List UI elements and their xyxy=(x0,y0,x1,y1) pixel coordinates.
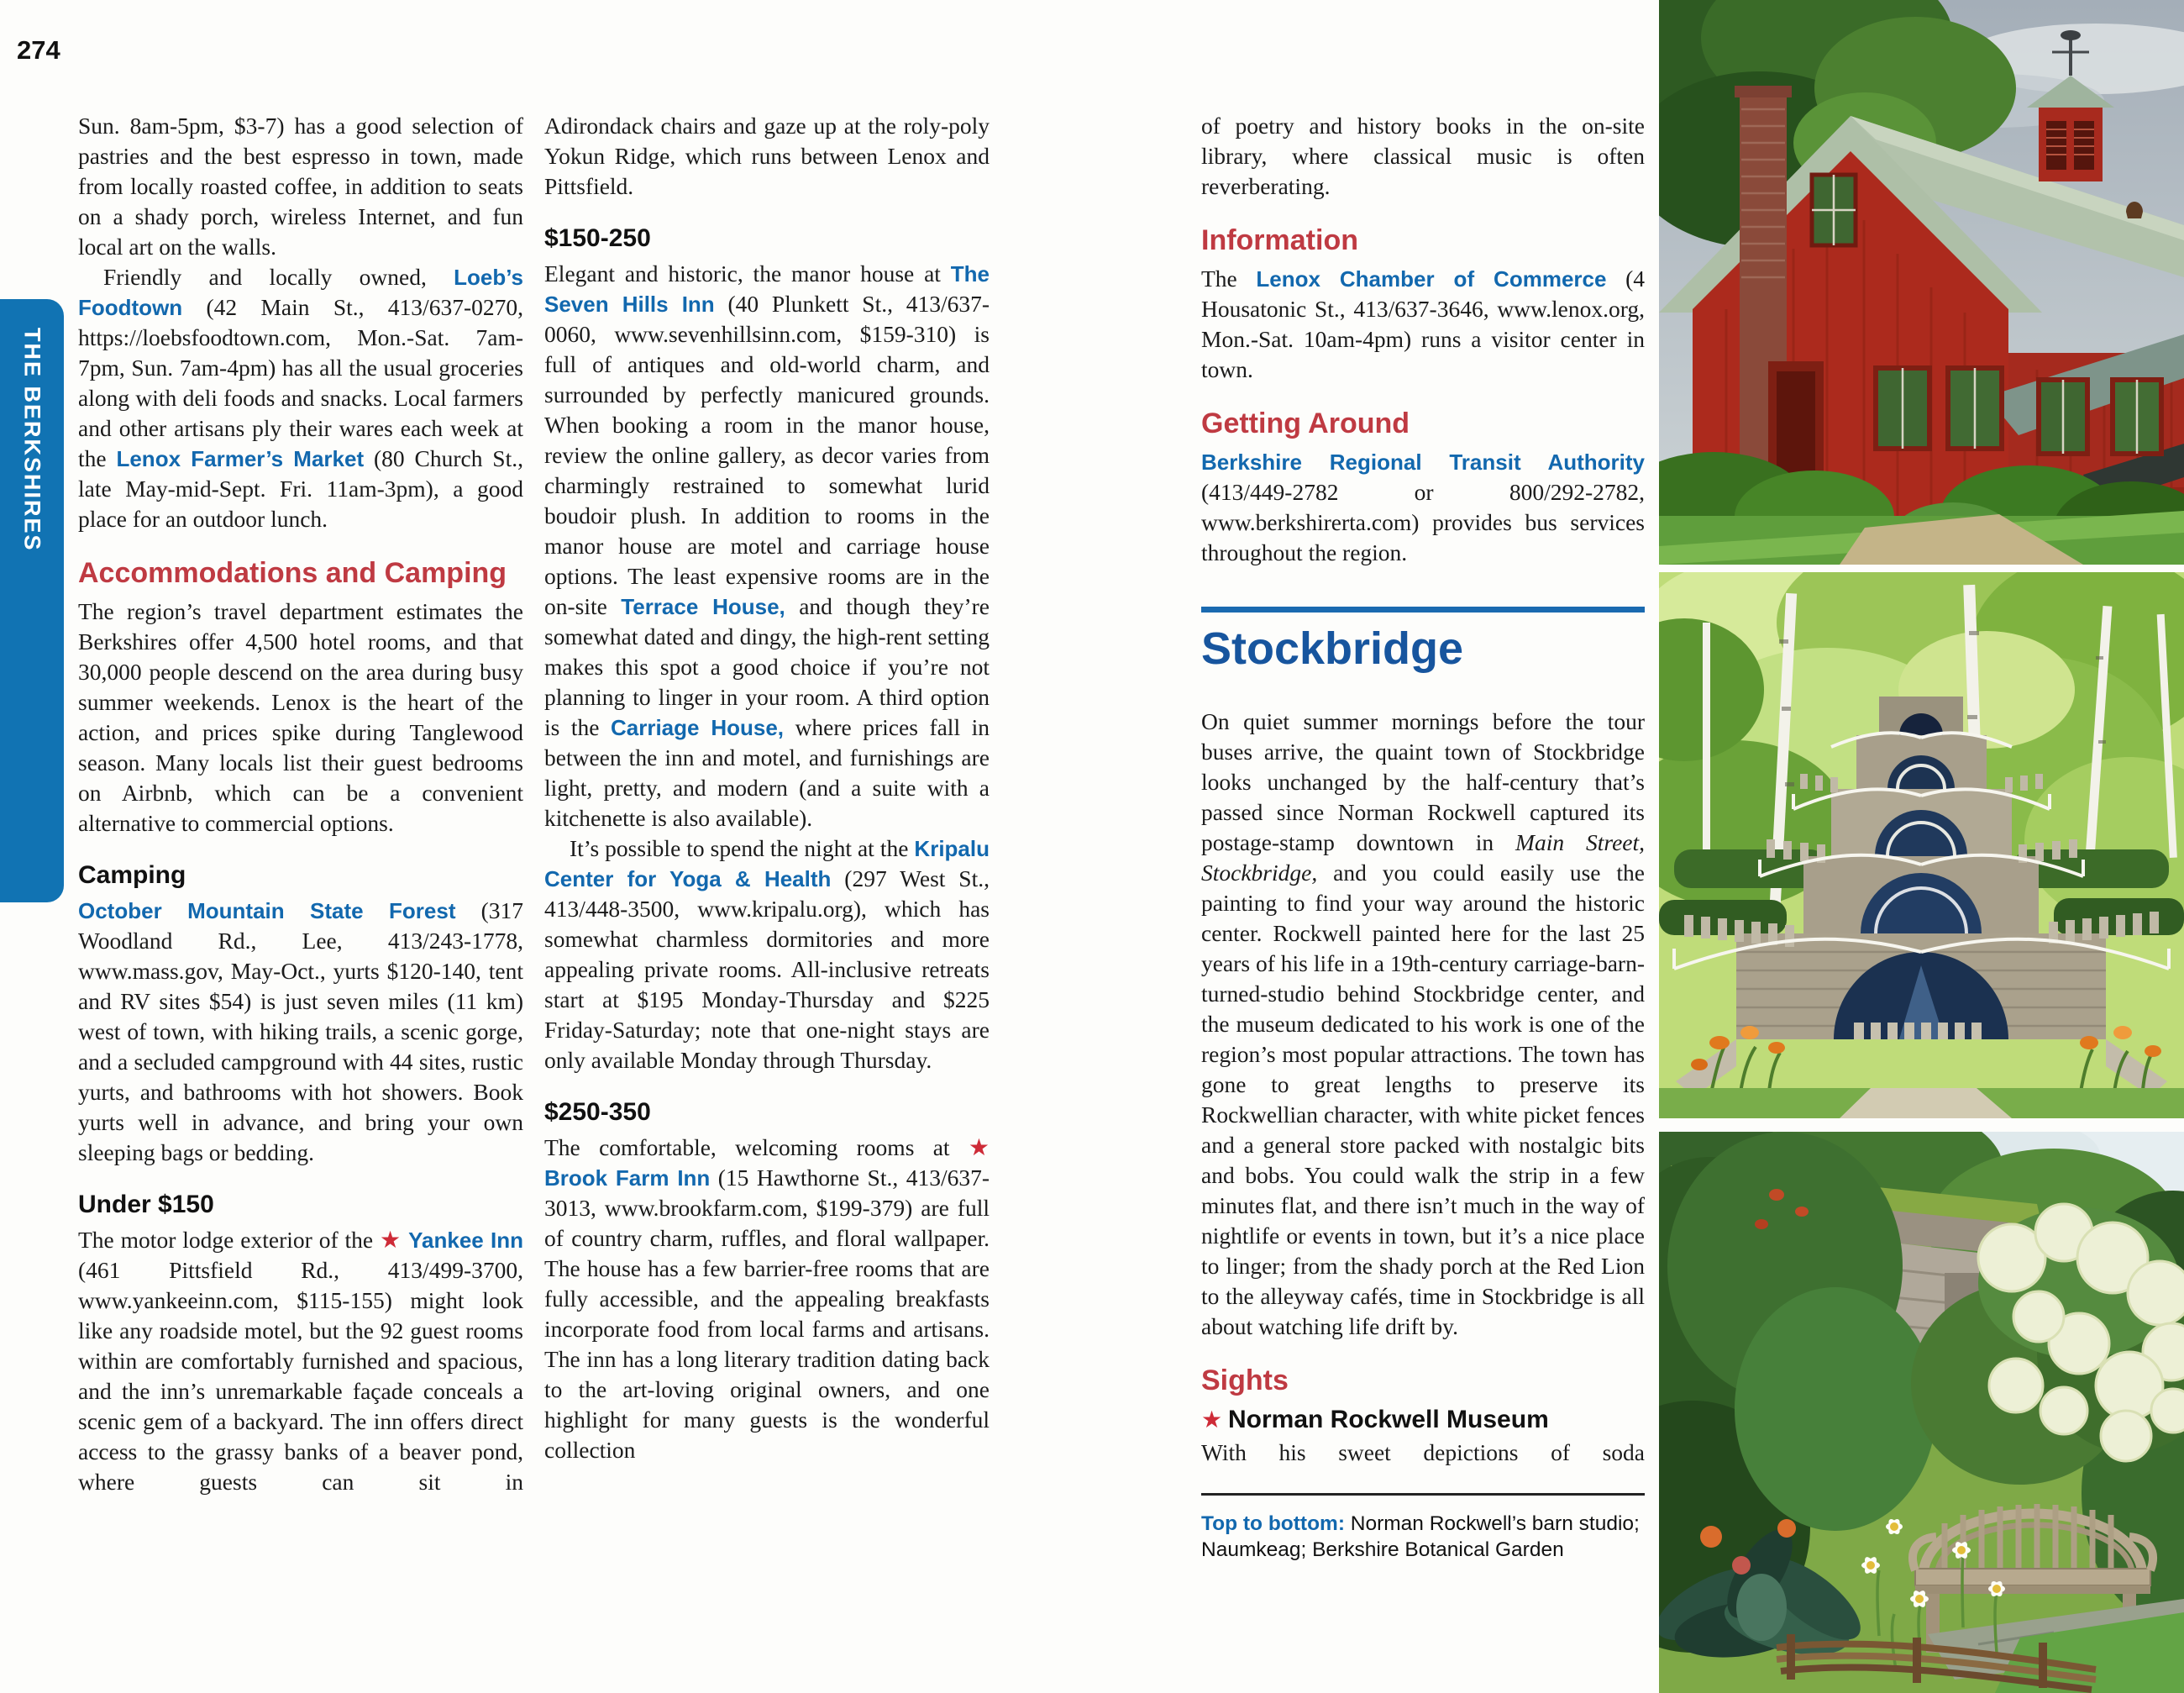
chapter-tab xyxy=(0,299,64,902)
city-heading: Stockbridge xyxy=(1201,623,1464,674)
paragraph: It’s possible to spend the night at the Kripalu Center for Yoga & Health (297 West St., 413/448-3500, www.kripalu.org), which has somewhat charmless dormitories and more appealing private rooms. All-inclusive retreats start at $195 Monday-Thursday and $225 Friday-Saturday; note that one-night stays are only available Monday through Thursday. xyxy=(544,835,990,1073)
place-name: Carriage House, xyxy=(610,715,785,740)
sight-title xyxy=(1201,1404,1645,1436)
photo-naumkeag-blue-steps xyxy=(1659,572,2184,1118)
place-name: Loeb’s Foodtown xyxy=(78,265,523,320)
section-heading: Sights xyxy=(1201,1364,1289,1396)
caption-divider xyxy=(1201,1493,1645,1496)
chapter-tab-label: THE BERKSHIRES xyxy=(19,328,45,552)
paragraph: Elegant and historic, the manor house at The Seven Hills Inn (40 Plunkett St., 413/637-0060, www.sevenhillsinn.com, $159-310) is full of antiques and old-world charm, and surrounded by perfectly manicured grounds. When booking a room in the manor house, review the online gallery, as decor varies from charmingly restrained to somewhat lurid boudoir plush. In addition to rooms in the manor house are motel and carriage house options. The least expensive rooms are in the on-site Terrace House, and though they’re somewhat dated and dingy, the high-rent setting makes this spot a good choice if you’re not planning to linger in your room. A third option is the Carriage House, where prices fall in between the inn and motel, and furnishings are light, pretty, and modern (and a suite with a kitchenette is also available). xyxy=(544,260,990,831)
paragraph: of poetry and history books in the on-site library, where classical music is often reverberating. xyxy=(1201,113,1645,199)
italic-text: Main Street, Stockbridge, xyxy=(1201,829,1645,886)
paragraph: Friendly and locally owned, Loeb’s Foodtown (42 Main St., 413/637-0270, https://loebsfoodtown.com, Mon.-Sat. 7am-7pm, Sun. 7am-4pm) has all the usual groceries along with deli foods and snacks. Local farmers and other artisans ply their wares each week at the Lenox Farmer’s Market (80 Church St., late May-mid-Sept. Fri. 11am-3pm), a good place for an outdoor lunch. xyxy=(78,264,523,532)
caption-lead: Top to bottom: xyxy=(1201,1512,1351,1535)
star-icon: ★ xyxy=(968,1134,990,1160)
subsection-heading: Under $150 xyxy=(78,1191,214,1218)
place-name: Berkshire Regional Transit Authority xyxy=(1201,450,1645,475)
section-heading: Information xyxy=(1201,224,1358,256)
place-name: October Mountain State Forest xyxy=(78,898,456,923)
section-heading: Accommodations and Camping xyxy=(78,557,507,589)
place-name: Terrace House, xyxy=(621,594,785,619)
paragraph: Sun. 8am-5pm, $3-7) has a good selection of pastries and the best espresso in town, made from locally roasted coffee, in addition to seats on a shady porch, wireless Internet, and fun local art on the walls. xyxy=(78,113,523,260)
photo-berkshire-botanical-garden xyxy=(1659,1132,2184,1693)
barn-studio-illustration xyxy=(1659,0,2184,565)
place-name: Kripalu Center for Yoga & Health xyxy=(544,836,990,891)
subsection-heading: $250-350 xyxy=(544,1098,651,1126)
photo-norman-rockwell-barn-studio xyxy=(1659,0,2184,565)
paragraph: With his sweet depictions of soda xyxy=(1201,1439,1645,1465)
sight-name: Norman Rockwell Museum xyxy=(1227,1406,1549,1433)
star-icon: ★ xyxy=(380,1227,402,1253)
place-name: Lenox Chamber of Commerce xyxy=(1256,266,1607,292)
place-name: Yankee Inn xyxy=(408,1228,524,1253)
photo-caption: Top to bottom: Norman Rockwell’s barn studio; Naumkeag; Berkshire Botanical Garden xyxy=(1201,1512,1640,1561)
paragraph: Adirondack chairs and gaze up at the roly-poly Yokun Ridge, which runs between Lenox and Pittsfield. xyxy=(544,113,990,199)
subsection-heading: Camping xyxy=(78,861,186,889)
text-column-left xyxy=(78,111,523,1497)
place-name: The Seven Hills Inn xyxy=(544,261,990,317)
section-heading: Getting Around xyxy=(1201,407,1410,439)
subsection-heading: $150-250 xyxy=(544,224,651,252)
paragraph: The comfortable, welcoming rooms at ★ Brook Farm Inn (15 Hawthorne St., 413/637-3013, www.brookfarm.com, $199-379) are full of country charm, ruffles, and floral wallpaper. The house has a few barrier-free rooms that are fully accessible, and the appealing breakfasts incorporate food from local farms and artisans. The inn has a long literary tradition dating back to the art-loving original owners, and one highlight for many guests is the wonderful collection xyxy=(544,1134,990,1463)
city-heading-rule xyxy=(1201,607,1645,613)
place-name: Brook Farm Inn xyxy=(544,1165,711,1191)
naumkeag-illustration xyxy=(1659,572,2184,1118)
paragraph: October Mountain State Forest (317 Woodland Rd., Lee, 413/243-1778, www.mass.gov, May-Oct., yurts $120-140, tent and RV sites $54) is just seven miles (11 km) west of town, with hiking trails, a scenic gorge, and a secluded campground with 44 sites, rustic yurts, and bathrooms with hot showers. Book yurts well in advance, and bring your own sleeping bags or bedding. xyxy=(78,897,523,1165)
place-name: Lenox Farmer’s Market xyxy=(116,446,365,471)
paragraph: On quiet summer mornings before the tour buses arrive, the quaint town of Stockbridge looks unchanged by the half-century that’s passed since Norman Rockwell captured its postage-stamp downtown in Main Street, Stockbridge, and you could easily use the painting to find your way around the historic center. Rockwell painted here for the last 25 years of his life in a 19th-century carriage-barn-turned-studio behind Stockbridge center, and the museum dedicated to his work is one of the region’s most popular attractions. The town has gone to great lengths to preserve its Rockwellian character, with white picket fences and a general store packed with nostalgic bits and bobs. You could walk the strip in a few minutes flat, and there isn’t much in the way of nightlife or events in town, but it’s a nice place to linger; from the shady porch at the Red Lion to the alleyway cafés, time in Stockbridge is all about watching life drift by. xyxy=(1201,708,1645,1339)
paragraph: Berkshire Regional Transit Authority (413/449-2782 or 800/292-2782, www.berkshirerta.com) provides bus services throughout the region. xyxy=(1201,450,1645,565)
paragraph: The Lenox Chamber of Commerce (4 Housatonic St., 413/637-3646, www.lenox.org, Mon.-Sat. 10am-4pm) runs a visitor center in town. xyxy=(1201,266,1645,382)
paragraph: The motor lodge exterior of the ★ Yankee Inn (461 Pittsfield Rd., 413/499-3700, www.yankeeinn.com, $115-155) might look like any roadside motel, but the 92 guest rooms within are comfortably furnished and spacious, and the inn’s unremarkable façade conceals a scenic gem of a backyard. The inn offers direct access to the grassy banks of a beaver pond, where guests can sit in xyxy=(78,1227,524,1495)
star-icon: ★ xyxy=(1201,1406,1223,1433)
text-column-middle xyxy=(544,111,990,1465)
paragraph: The region’s travel department estimates the Berkshires offer 4,500 hotel rooms, and that 30,000 people descend on the area during busy summer weekends. Lenox is the heart of the action, and prices spike during Tanglewood season. Many locals list their guest bedrooms on Airbnb, which can be a convenient alternative to commercial options. xyxy=(78,598,523,836)
text-column-right xyxy=(1201,111,1645,1563)
botanical-garden-illustration xyxy=(1659,1132,2184,1693)
page-number: 274 xyxy=(17,35,60,65)
